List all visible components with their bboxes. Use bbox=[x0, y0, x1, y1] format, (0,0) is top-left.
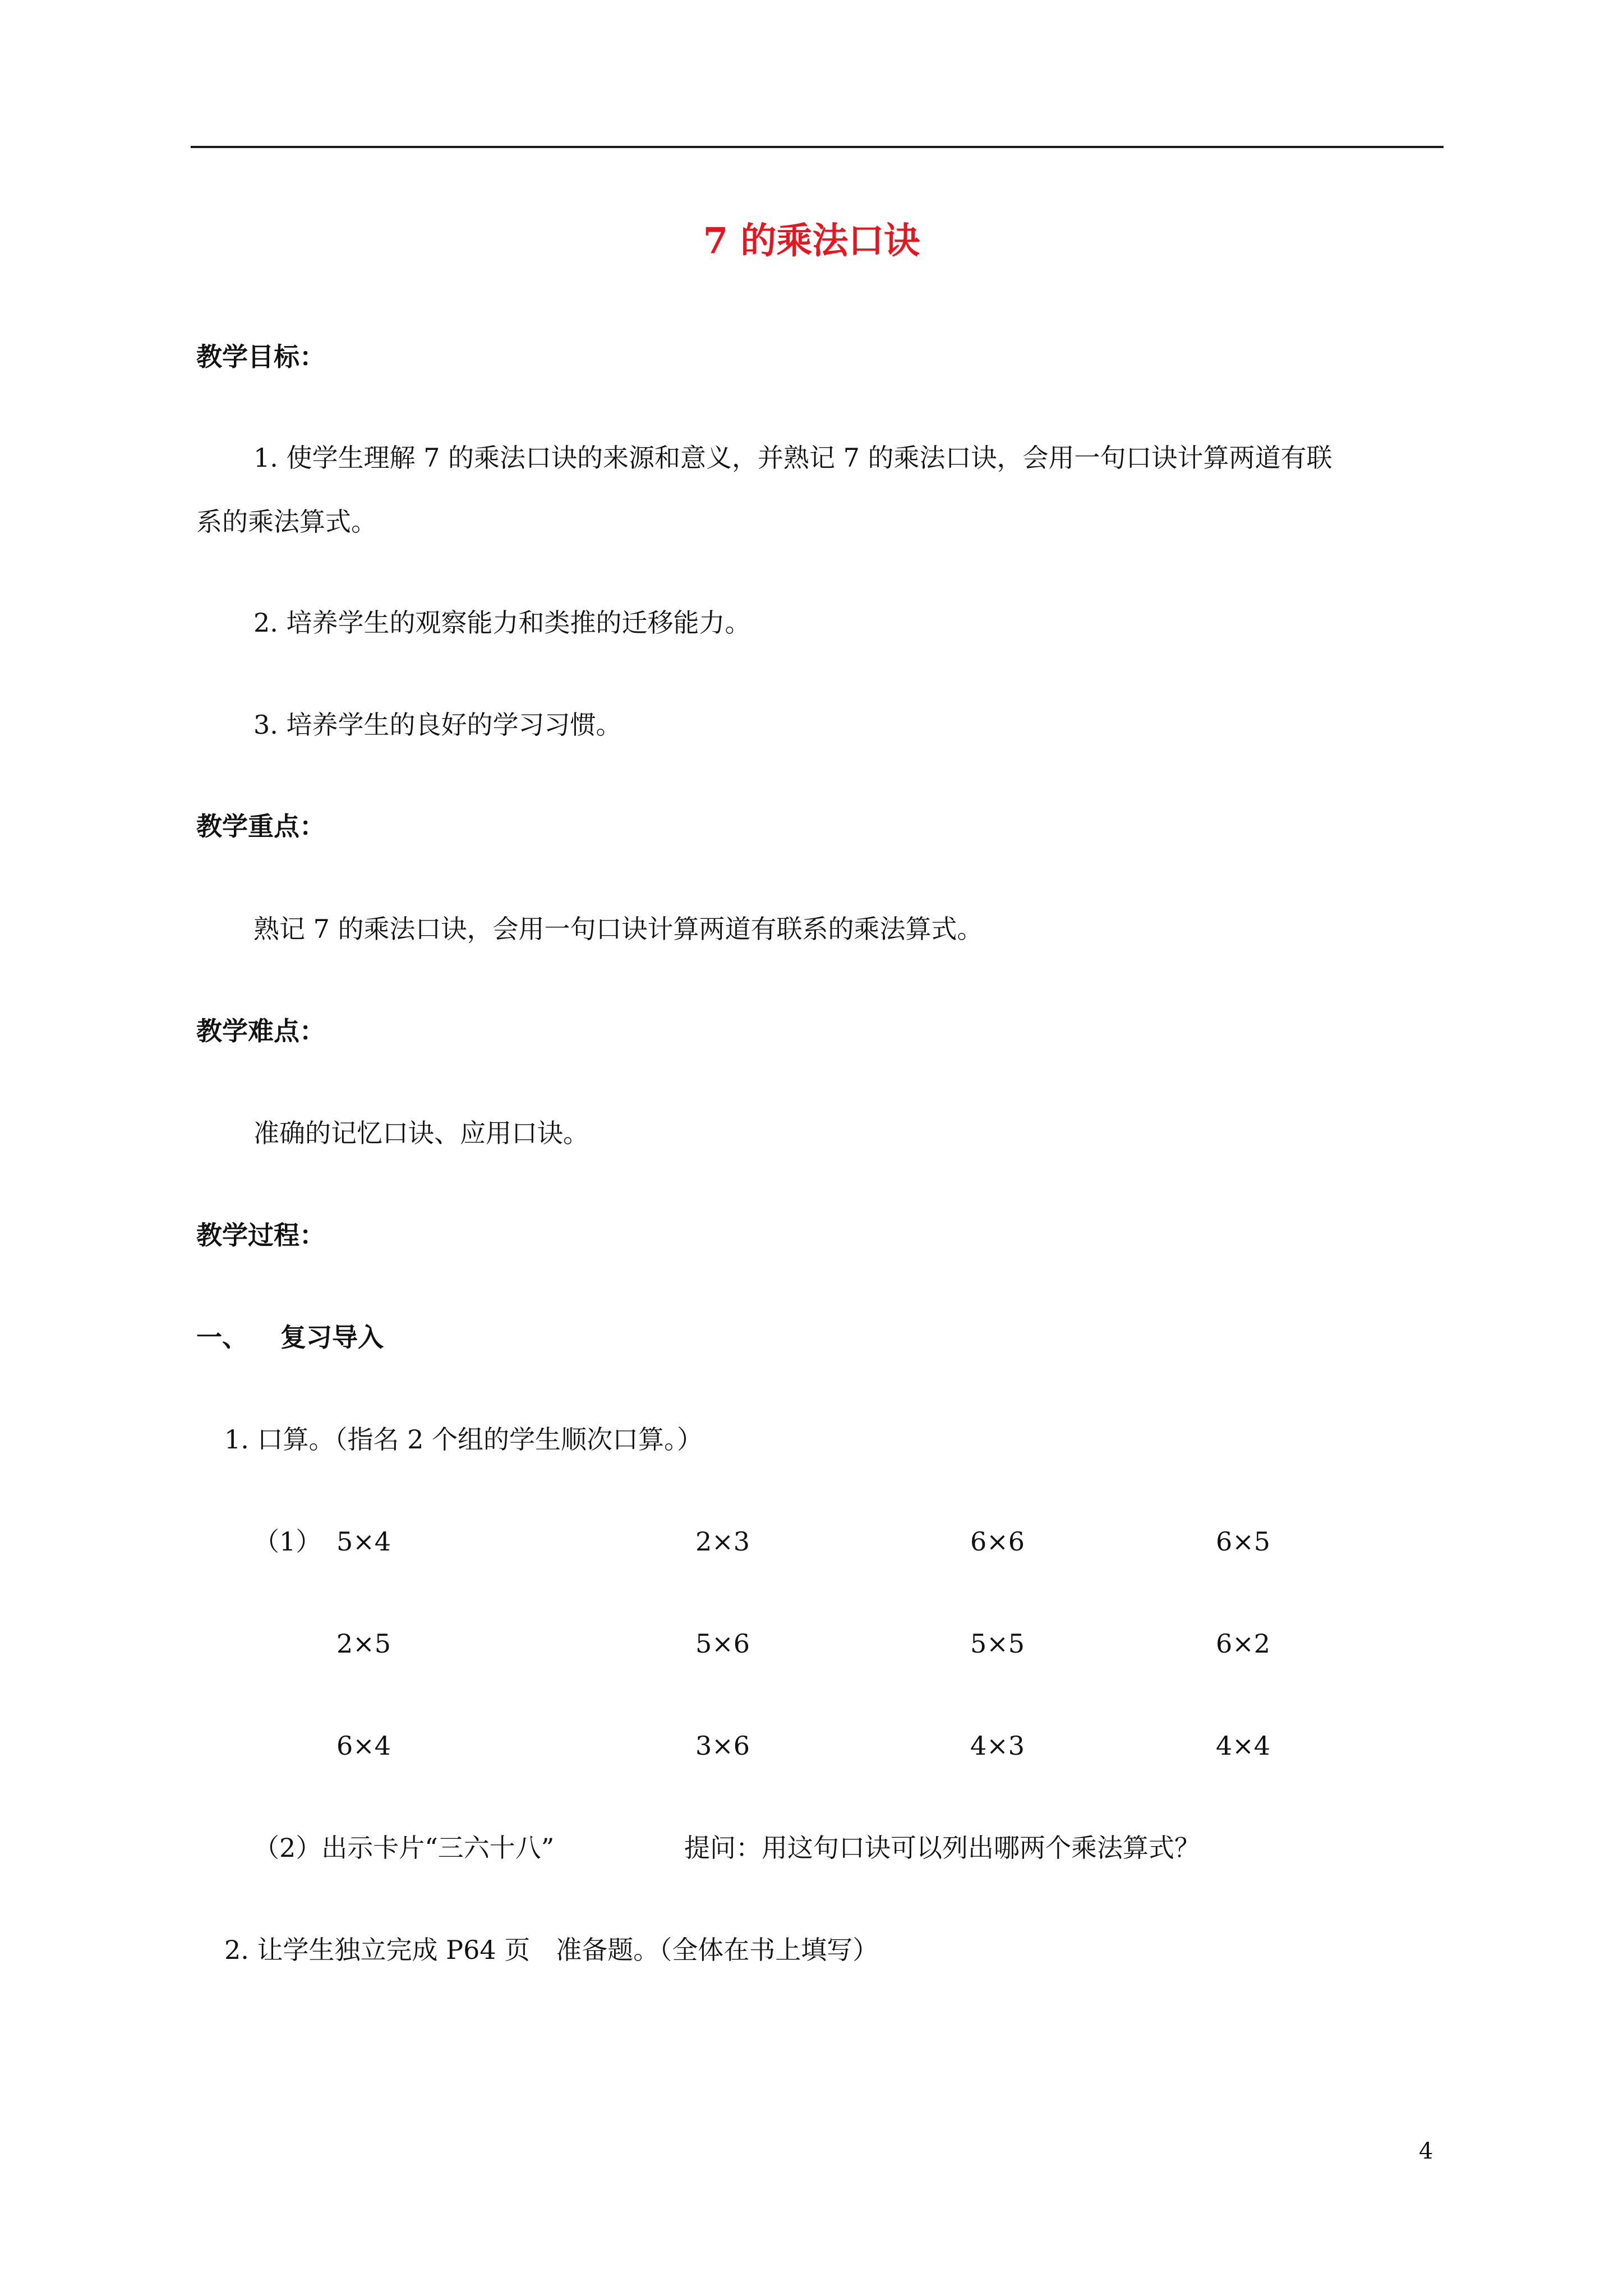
document-title: 7 的乘法口诀 bbox=[703, 220, 920, 262]
objective-1-line2: 系的乘法算式。 bbox=[196, 507, 377, 537]
section-1-heading bbox=[196, 1320, 384, 1354]
grid-cell: 3×6 bbox=[695, 1731, 750, 1761]
section-1-number: 一、 bbox=[196, 1322, 248, 1352]
objective-3: 3. 培养学生的良好的学习习惯。 bbox=[253, 710, 622, 740]
step-1-oral-calc: 1. 口算。（指名 2 个组的学生顺次口算。） bbox=[224, 1424, 703, 1455]
key-points-text: 熟记 7 的乘法口诀，会用一句口诀计算两道有联系的乘法算式。 bbox=[253, 914, 983, 944]
difficulties-text: 准确的记忆口诀、应用口诀。 bbox=[253, 1118, 589, 1148]
grid-cell: 6×2 bbox=[1216, 1628, 1271, 1659]
grid-cell: 6×4 bbox=[336, 1731, 391, 1761]
grid-cell: 2×5 bbox=[336, 1628, 391, 1659]
difficulties-heading: 教学难点： bbox=[196, 1016, 325, 1046]
grid-cell: 4×3 bbox=[970, 1731, 1025, 1761]
grid-cell: 4×4 bbox=[1216, 1731, 1271, 1761]
process-heading: 教学过程： bbox=[196, 1220, 325, 1250]
objectives-heading: 教学目标： bbox=[196, 342, 325, 372]
question-line: 提问：用这句口诀可以列出哪两个乘法算式？ bbox=[684, 1833, 1200, 1863]
card-line: （2）出示卡片“三六十八” bbox=[253, 1833, 555, 1863]
step-2-prep: 2. 让学生独立完成 P64 页 准备题。（全体在书上填写） bbox=[224, 1935, 879, 1965]
grid-cell: 6×5 bbox=[1216, 1526, 1271, 1557]
grid-cell: 5×5 bbox=[970, 1628, 1025, 1659]
header-rule bbox=[191, 146, 1444, 148]
grid-cell: 6×6 bbox=[970, 1526, 1025, 1557]
grid-cell: 2×3 bbox=[695, 1526, 750, 1557]
exercise-label: （1） bbox=[253, 1526, 322, 1557]
grid-cell: 5×6 bbox=[695, 1628, 750, 1659]
key-points-heading: 教学重点： bbox=[196, 811, 325, 841]
grid-cell: 5×4 bbox=[336, 1526, 391, 1557]
section-1-title: 复习导入 bbox=[280, 1322, 384, 1352]
page-number: 4 bbox=[1419, 2138, 1433, 2164]
objective-1-line1: 1. 使学生理解 7 的乘法口诀的来源和意义，并熟记 7 的乘法口诀，会用一句口诀计算两道有联 bbox=[253, 443, 1332, 473]
objective-2: 2. 培养学生的观察能力和类推的迁移能力。 bbox=[253, 608, 751, 638]
